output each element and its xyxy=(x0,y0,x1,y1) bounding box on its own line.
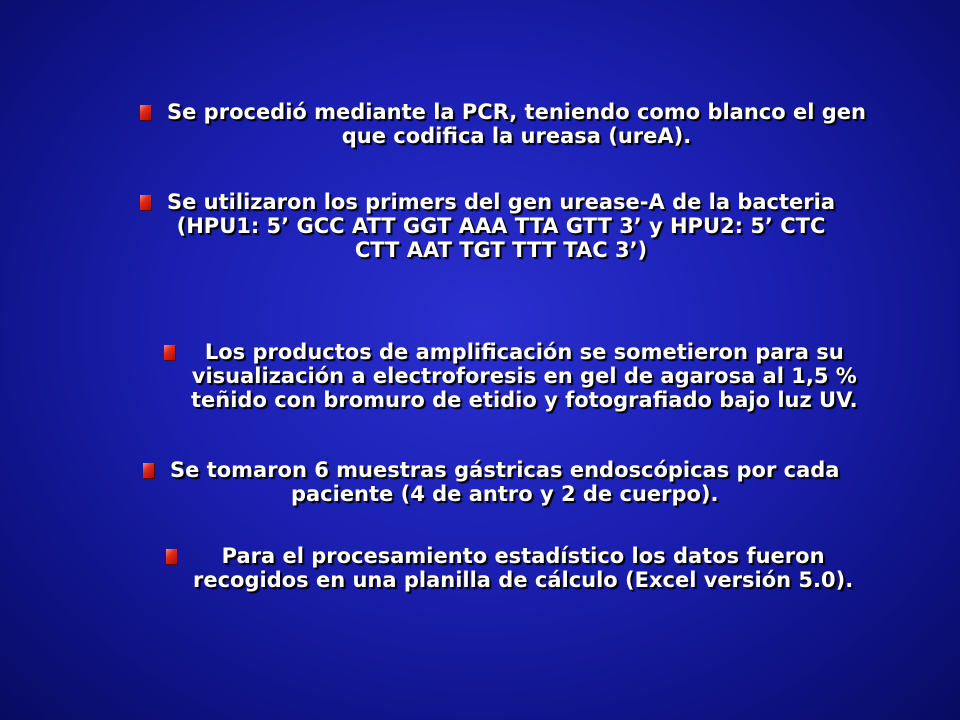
bullet-marker-icon xyxy=(140,105,151,120)
bullet-text xyxy=(170,458,839,506)
bullet-marker-icon xyxy=(164,345,175,360)
bullet-line: que codifica la ureasa (ureA). xyxy=(341,124,692,148)
bullet-item-estadistica xyxy=(166,544,906,592)
bullet-item-pcr xyxy=(140,100,900,148)
bullet-line: (HPU1: 5’ GCC ATT GGT AAA TTA GTT 3’ y HPU2: 5’ CTC xyxy=(176,214,826,238)
bullet-item-muestras xyxy=(143,458,903,506)
bullet-text xyxy=(167,100,866,148)
bullet-line: CTT AAT TGT TTT TAC 3’) xyxy=(354,238,648,262)
bullet-line: paciente (4 de antro y 2 de cuerpo). xyxy=(290,482,719,506)
bullet-marker-icon xyxy=(166,549,177,564)
bullet-text xyxy=(167,190,835,262)
bullet-line: Se procedió mediante la PCR, teniendo como blanco el gen xyxy=(167,100,866,124)
bullet-line: Se tomaron 6 muestras gástricas endoscópicas por cada xyxy=(170,458,840,482)
bullet-line: Se utilizaron los primers del gen urease-A de la bacteria xyxy=(167,190,836,214)
bullet-marker-icon xyxy=(140,195,151,210)
bullet-item-primers xyxy=(140,190,900,262)
bullet-line: teñido con bromuro de etidio y fotografiado bajo luz UV. xyxy=(191,388,858,412)
bullet-line: visualización a electroforesis en gel de agarosa al 1,5 % xyxy=(191,364,857,388)
bullet-marker-icon xyxy=(143,463,154,478)
bullet-text xyxy=(193,544,853,592)
bullet-line: Para el procesamiento estadístico los datos fueron xyxy=(221,544,825,568)
bullet-line: Los productos de amplificación se sometieron para su xyxy=(204,340,844,364)
bullet-text xyxy=(191,340,858,412)
bullet-line: recogidos en una planilla de cálculo (Excel versión 5.0). xyxy=(193,568,854,592)
bullet-item-electroforesis xyxy=(164,340,904,412)
